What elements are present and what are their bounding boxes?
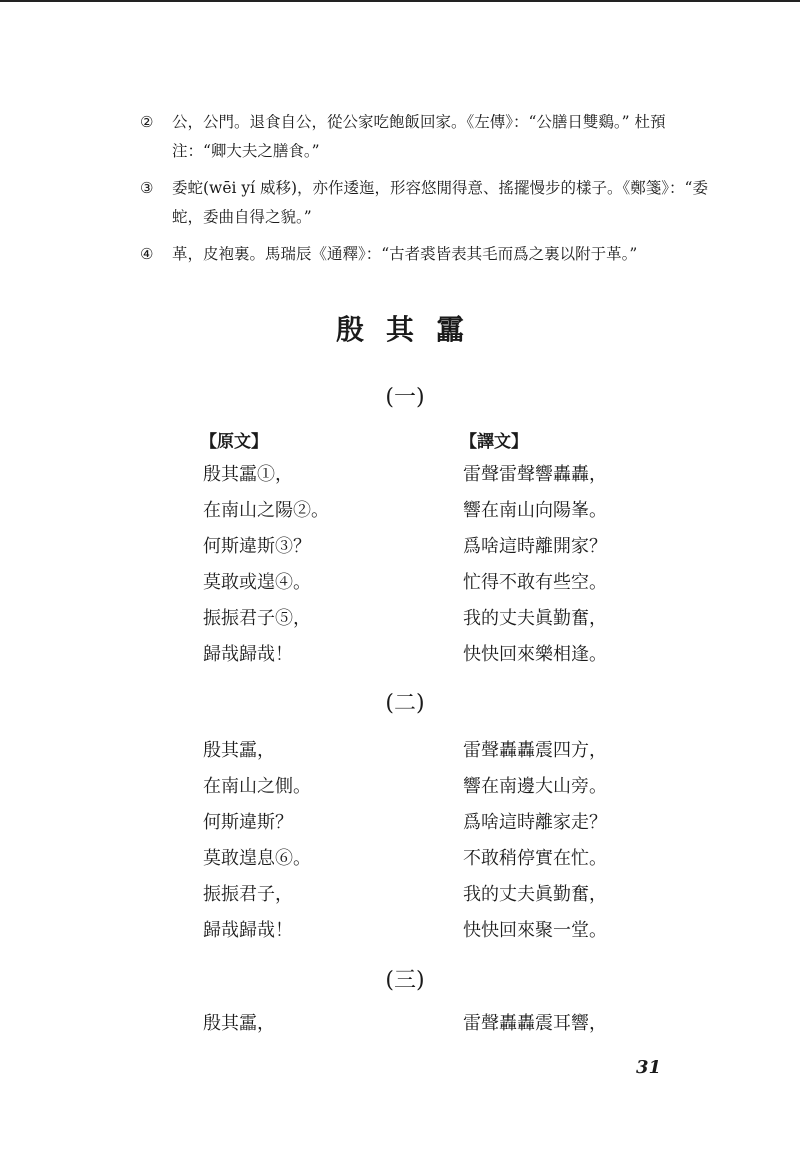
verse-line: 殷其靁①， <box>203 464 293 485</box>
verse-line: 殷其靁， <box>203 1013 275 1034</box>
verse-line: 忙得不敢有些空。 <box>463 572 607 593</box>
verse-line: 雷聲雷聲響轟轟， <box>463 464 607 485</box>
footnote-text: 委蛇(wēi yí 威移)，亦作逶迤，形容悠閒得意、搖擺慢步的樣子。《鄭箋》：“委蛇，委曲自得之貌。” <box>172 179 708 226</box>
stanza-3-original <box>203 1006 275 1042</box>
footnote-text: 公，公門。退食自公，從公家吃飽飯回家。《左傳》：“公膳日雙鷄。” 杜預注：“卿大夫之膳食。” <box>172 113 666 160</box>
stanza-2-original <box>203 733 311 949</box>
stanza-number-2: (二) <box>385 691 425 716</box>
verse-line: 爲啥這時離開家？ <box>463 536 607 557</box>
stanza-3-translation <box>463 1006 607 1042</box>
footnote-number: ④ <box>140 245 154 263</box>
verse-line: 振振君子， <box>203 884 293 905</box>
verse-line: 殷其靁， <box>203 740 275 761</box>
verse-line: 不敢稍停實在忙。 <box>463 848 607 869</box>
stanza-1-translation <box>463 457 607 673</box>
footnote-text: 革，皮袍裏。馬瑞辰《通釋》：“古者裘皆表其毛而爲之裏以附于革。” <box>172 245 638 263</box>
verse-line: 快快回來樂相逢。 <box>463 644 607 665</box>
translation-header: 【譯文】 <box>460 432 528 452</box>
verse-line: 響在南山向陽峯。 <box>463 500 607 521</box>
footnote-number: ② <box>140 113 154 131</box>
poem-title: 殷其靁 <box>335 313 486 346</box>
original-text-header: 【原文】 <box>200 432 268 452</box>
footnote-4 <box>140 240 710 269</box>
verse-line: 振振君子⑤， <box>203 608 311 629</box>
verse-line: 快快回來聚一堂。 <box>463 920 607 941</box>
stanza-1-original <box>203 457 329 673</box>
verse-line: 在南山之陽②。 <box>203 500 329 521</box>
verse-line: 何斯違斯③？ <box>203 536 311 557</box>
verse-line: 我的丈夫眞勤奮， <box>463 884 607 905</box>
footnote-2 <box>140 108 710 166</box>
verse-line: 歸哉歸哉！ <box>203 644 293 665</box>
page-number: 31 <box>636 1057 662 1078</box>
stanza-number-3: (三) <box>385 968 425 993</box>
verse-line: 雷聲轟轟震耳響， <box>463 1013 607 1034</box>
footnote-3 <box>140 174 710 232</box>
footnotes <box>140 108 710 277</box>
stanza-2-translation <box>463 733 607 949</box>
stanza-number-1: (一) <box>385 385 425 410</box>
verse-line: 歸哉歸哉！ <box>203 920 293 941</box>
verse-line: 莫敢或遑④。 <box>203 572 311 593</box>
verse-line: 在南山之側。 <box>203 776 311 797</box>
verse-line: 何斯違斯？ <box>203 812 293 833</box>
verse-line: 雷聲轟轟震四方， <box>463 740 607 761</box>
verse-line: 我的丈夫眞勤奮， <box>463 608 607 629</box>
footnote-number: ③ <box>140 179 154 197</box>
top-border-rule <box>0 0 800 2</box>
verse-line: 爲啥這時離家走？ <box>463 812 607 833</box>
verse-line: 莫敢遑息⑥。 <box>203 848 311 869</box>
verse-line: 響在南邊大山旁。 <box>463 776 607 797</box>
